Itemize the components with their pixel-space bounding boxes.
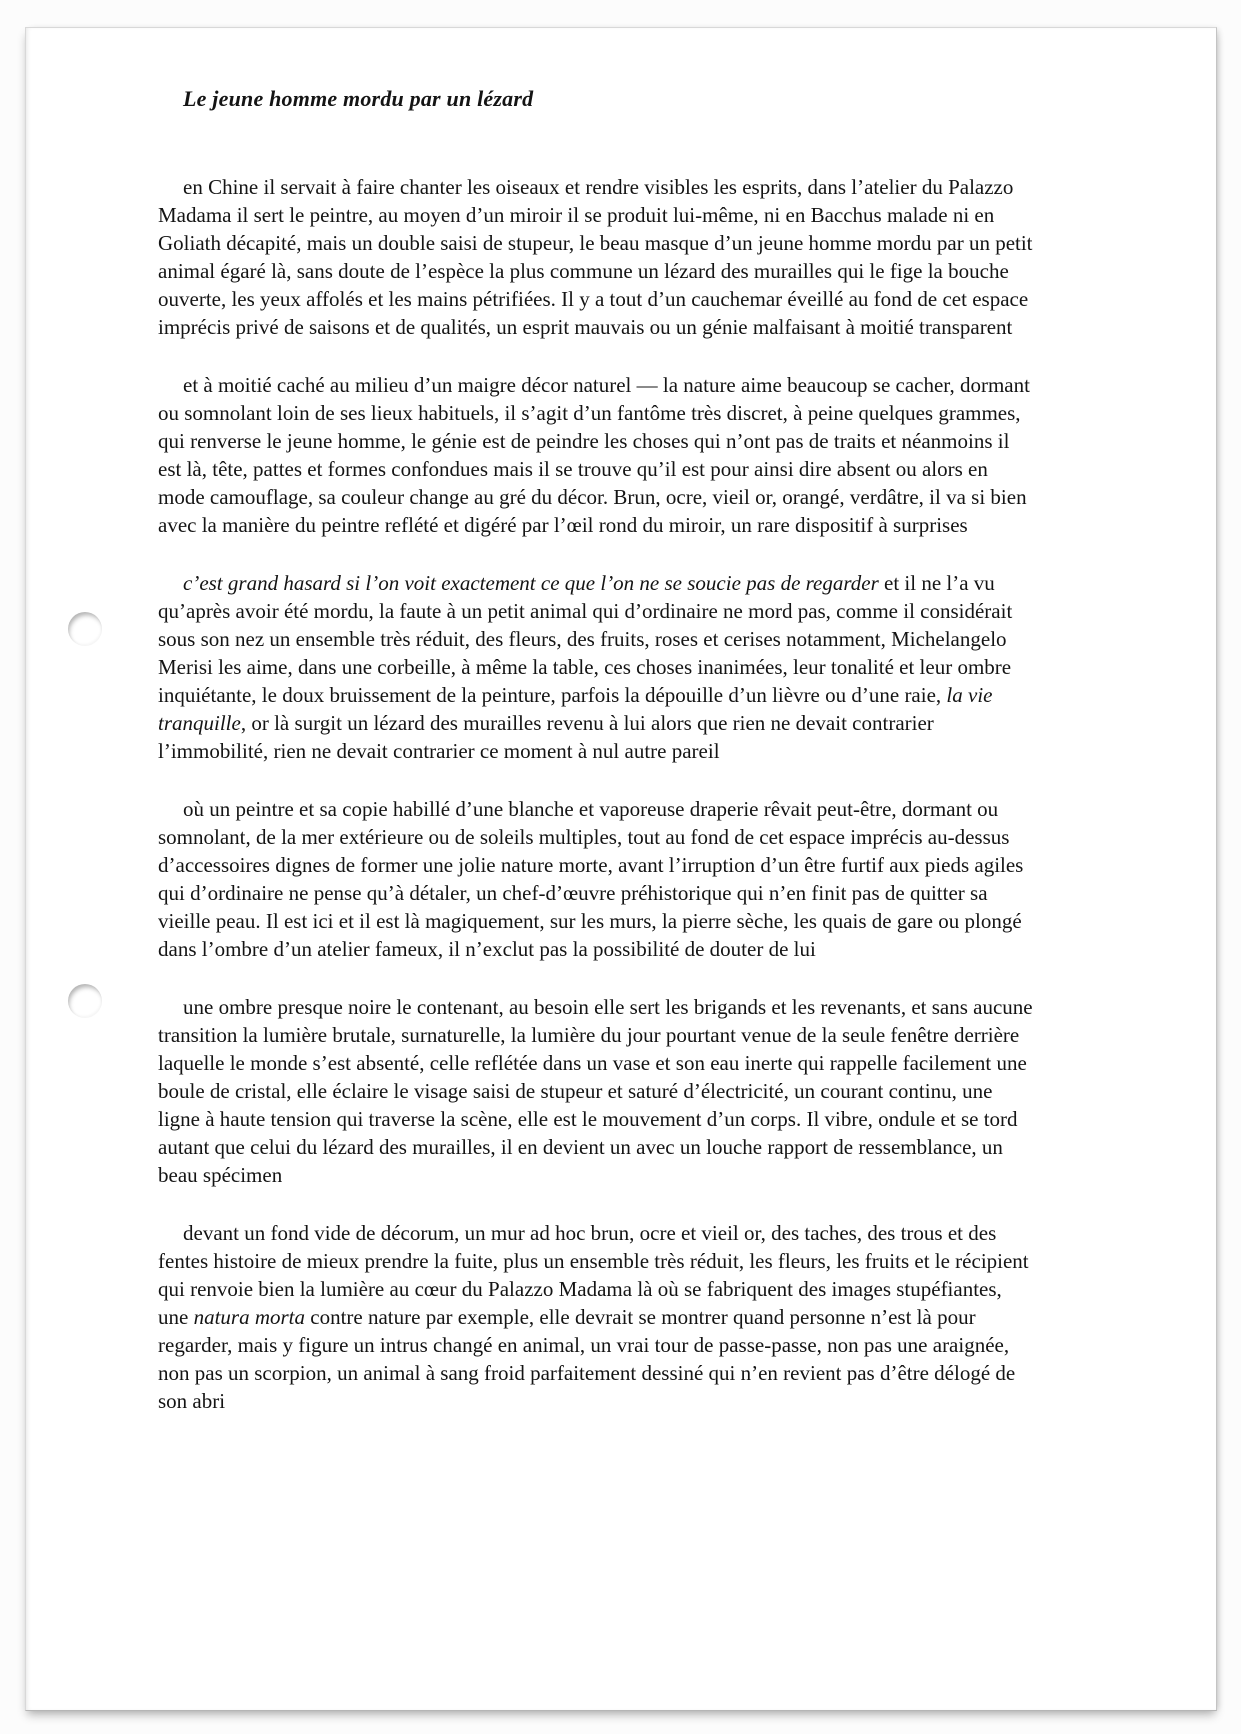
document-title: Le jeune homme mordu par un lézard — [183, 86, 534, 111]
paragraph — [158, 173, 1036, 341]
page-content — [158, 85, 1036, 1415]
paragraph — [158, 569, 1036, 765]
paragraph — [158, 371, 1036, 539]
italic-run: natura morta — [193, 1305, 306, 1329]
italic-run: c’est grand hasard si l’on voit exactement ce que l’on ne se soucie pas de regarder — [183, 571, 879, 595]
text-run: et à moitié caché au milieu d’un maigre décor naturel — la nature aime beaucoup se cacher, dormant ou somnolant loin de ses lieux habituels, il s’agit d’un fantôme très discret, à peine quelques grammes, qui renverse le jeune homme, le génie est de peindre les choses qui n’ont pas de traits et néanmoins il est là, tête, pattes et formes confondues mais il se trouve qu’il est pour ainsi dire absent ou alors en mode camouflage, sa couleur change au gré du décor. Brun, ocre, vieil or, orangé, verdâtre, il va si bien avec la manière du peintre reflété et digéré par l’œil rond du miroir, un rare dispositif à surprises — [158, 373, 1030, 537]
text-run: devant un fond vide de décorum, un mur ad hoc brun, ocre et vieil or, des taches, des trous et des fentes histoire de mieux prendre la fuite, plus un ensemble très réduit, les fleurs, les fruits et le récipient qui renvoie bien la lumière au cœur du Palazzo Madama là où se fabriquent des images stupéfiantes, une — [158, 1221, 1029, 1329]
text-run: , or là surgit un lézard des murailles revenu à lui alors que rien ne devait contrarier l’immobilité, rien ne devait contrarier ce moment à nul autre pareil — [158, 711, 934, 763]
text-run: où un peintre et sa copie habillé d’une blanche et vaporeuse draperie rêvait peut-être, dormant ou somnolant, de la mer extérieure ou de soleils multiples, tout au fond de cet espace imprécis au-dessus d’accessoires dignes de former une jolie nature morte, avant l’irruption d’un être furtif aux pieds agiles qui d’ordinaire ne pense qu’à détaler, un chef-d’œuvre préhistorique qui n’en finit pas de quitter sa vieille peau. Il est ici et il est là magiquement, sur les murs, la pierre sèche, les quais de gare ou plongé dans l’ombre d’un atelier fameux, il n’exclut pas la possibilité de douter de lui — [158, 797, 1024, 961]
hole-punch-top — [68, 612, 102, 646]
paper-sheet — [25, 27, 1217, 1711]
text-run: contre nature par exemple, elle devrait se montrer quand personne n’est là pour regarder, mais y figure un intrus changé en animal, un vrai tour de passe-passe, non pas une araignée, non pas un scorpion, un animal à sang froid parfaitement dessiné qui n’en revient pas d’être délogé de son abri — [158, 1305, 1016, 1413]
text-run: en Chine il servait à faire chanter les oiseaux et rendre visibles les esprits, dans l’atelier du Palazzo Madama il sert le peintre, au moyen d’un miroir il se produit lui-même, ni en Bacchus malade ni en Goliath décapité, mais un double saisi de stupeur, le beau masque d’un jeune homme mordu par un petit animal égaré là, sans doute de l’espèce la plus commune un lézard des murailles qui le fige la bouche ouverte, les yeux affolés et les mains pétrifiées. Il y a tout d’un cauchemar éveillé au fond de cet espace imprécis privé de saisons et de qualités, un esprit mauvais ou un génie malfaisant à moitié transparent — [158, 175, 1033, 339]
text-run: et il ne l’a vu qu’après avoir été mordu, la faute à un petit animal qui d’ordinaire ne mord pas, comme il considérait sous son nez un ensemble très réduit, des fleurs, des fruits, roses et cerises notamment, Michelangelo Merisi les aime, dans une corbeille, à même la table, ces choses inanimées, leur tonalité et leur ombre inquiétante, le doux bruissement de la peinture, parfois la dépouille d’un lièvre ou d’une raie, — [158, 571, 1013, 707]
paragraph — [158, 1219, 1036, 1415]
text-body — [158, 173, 1036, 1415]
italic-run: la vie tranquille — [158, 683, 993, 735]
paragraph — [158, 795, 1036, 963]
paragraph — [158, 993, 1036, 1189]
text-run: une ombre presque noire le contenant, au besoin elle sert les brigands et les revenants, et sans aucune transition la lumière brutale, surnaturelle, la lumière du jour pourtant venue de la seule fenêtre derrière laquelle le monde s’est absenté, celle reflétée dans un vase et son eau inerte qui rappelle facilement une boule de cristal, elle éclaire le visage saisi de stupeur et saturé d’électricité, un courant continu, une ligne à haute tension qui traverse la scène, elle est le mouvement d’un corps. Il vibre, ondule et se tord autant que celui du lézard des murailles, il en devient un avec un louche rapport de ressemblance, un beau spécimen — [158, 995, 1033, 1187]
hole-punch-bottom — [68, 984, 102, 1018]
